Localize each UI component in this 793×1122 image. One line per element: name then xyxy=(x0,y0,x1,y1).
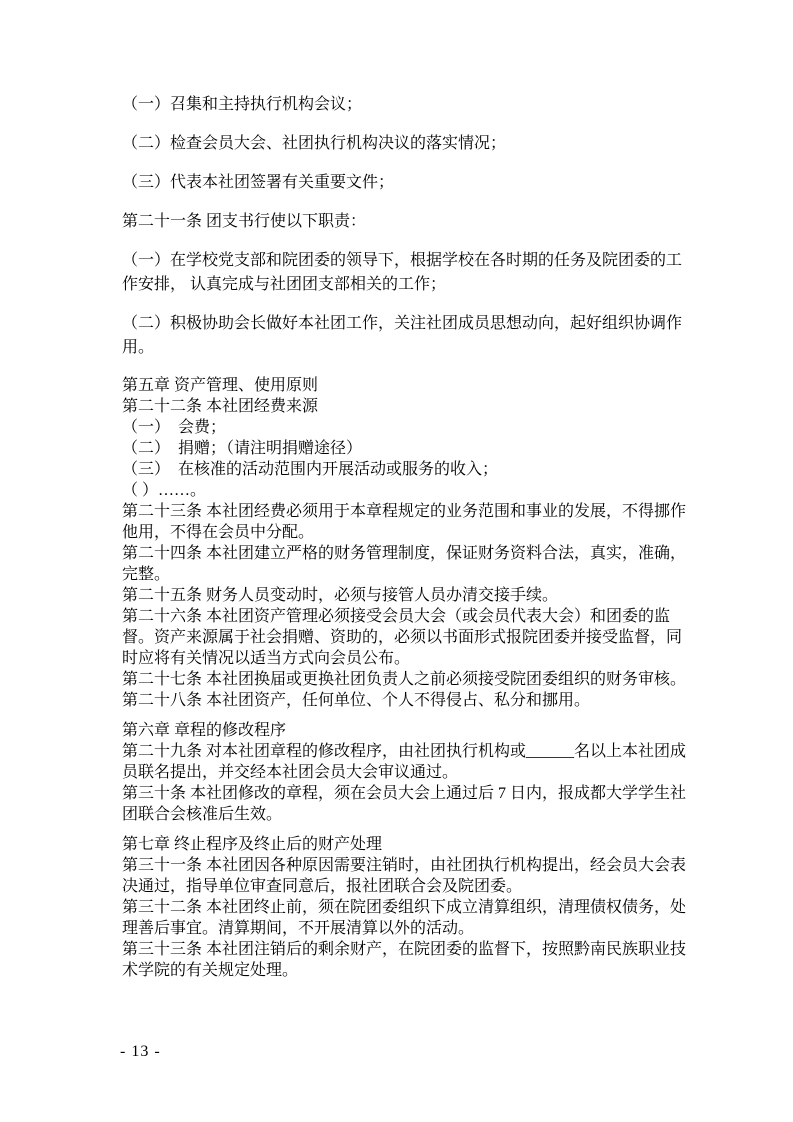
chapter-heading: 第六章 章程的修改程序 xyxy=(122,722,287,739)
charter-document-body xyxy=(122,93,694,981)
chapter-heading: 第五章 资产管理、使用原则 xyxy=(122,377,319,394)
article-paragraph: 第二十五条 财务人员变动时，必须与接管人员办清交接手续。 xyxy=(122,587,559,604)
article-paragraph: 第二十六条 本社团资产管理必须接受会员大会（或会员代表大会）和团委的监督。资产来源属于社会捐赠、资助的，必须以书面形式报院团委并接受监督，同时应将有关情况以适当方式向会员公布。 xyxy=(122,608,683,667)
list-item: （ ）……。 xyxy=(122,482,207,499)
article-paragraph: 第三十三条 本社团注销后的剩余财产，在院团委的监督下，按照黔南民族职业技术学院的有关规定处理。 xyxy=(122,941,687,979)
article-paragraph: 第二十一条 团支书行使以下职责： xyxy=(122,213,367,230)
article-paragraph: 第三十二条 本社团终止前，须在院团委组织下成立清算组织，清理债权债务，处理善后事宜。清算期间，不开展清算以外的活动。 xyxy=(122,899,687,937)
page-number: - 13 - xyxy=(120,1043,161,1060)
chapter-heading: 第七章 终止程序及终止后的财产处理 xyxy=(122,836,383,853)
list-item: （一） 会费； xyxy=(122,419,227,436)
article-paragraph: 第三十一条 本社团因各种原因需要注销时，由社团执行机构提出，经会员大会表决通过，指导单位审查同意后，报社团联合会及院团委。 xyxy=(122,857,687,895)
list-item: （二） 捐赠；（请注明捐赠途径） xyxy=(122,440,363,457)
section-chapters xyxy=(122,375,694,981)
list-item: （一）在学校党支部和院团委的领导下，根据学校在各时期的任务及院团委的工作安排， 认真完成与社团团支部相关的工作； xyxy=(122,252,683,293)
list-item: （二）检查会员大会、社团执行机构决议的落实情况； xyxy=(122,135,507,152)
list-item: （三） 在核准的活动范围内开展活动或服务的收入； xyxy=(122,461,499,478)
article-paragraph: 第二十三条 本社团经费必须用于本章程规定的业务范围和事业的发展，不得挪作他用，不得在会员中分配。 xyxy=(122,503,687,541)
article-paragraph: 第二十七条 本社团换届或更换社团负责人之前必须接受院团委组织的财务审核。 xyxy=(122,671,687,688)
article-paragraph: 第二十四条 本社团建立严格的财务管理制度，保证财务资料合法，真实，准确，完整。 xyxy=(122,545,687,583)
article-paragraph: 第二十二条 本社团经费来源 xyxy=(122,398,319,415)
list-item: （三）代表本社团签署有关重要文件； xyxy=(122,174,395,191)
list-item: （二）积极协助会长做好本社团工作，关注社团成员思想动向，起好组织协调作用。 xyxy=(122,315,683,356)
list-item: （一）召集和主持执行机构会议； xyxy=(122,96,363,113)
section-duties xyxy=(122,93,694,360)
article-paragraph: 第二十八条 本社团资产，任何单位、个人不得侵占、私分和挪用。 xyxy=(122,692,591,709)
article-paragraph: 第二十九条 对本社团章程的修改程序，由社团执行机构或______名以上本社团成员联名提出，并交经本社团会员大会审议通过。 xyxy=(122,743,687,781)
article-paragraph: 第三十条 本社团修改的章程，须在会员大会上通过后 7 日内，报成都大学学生社团联合会核准后生效。 xyxy=(122,785,687,823)
